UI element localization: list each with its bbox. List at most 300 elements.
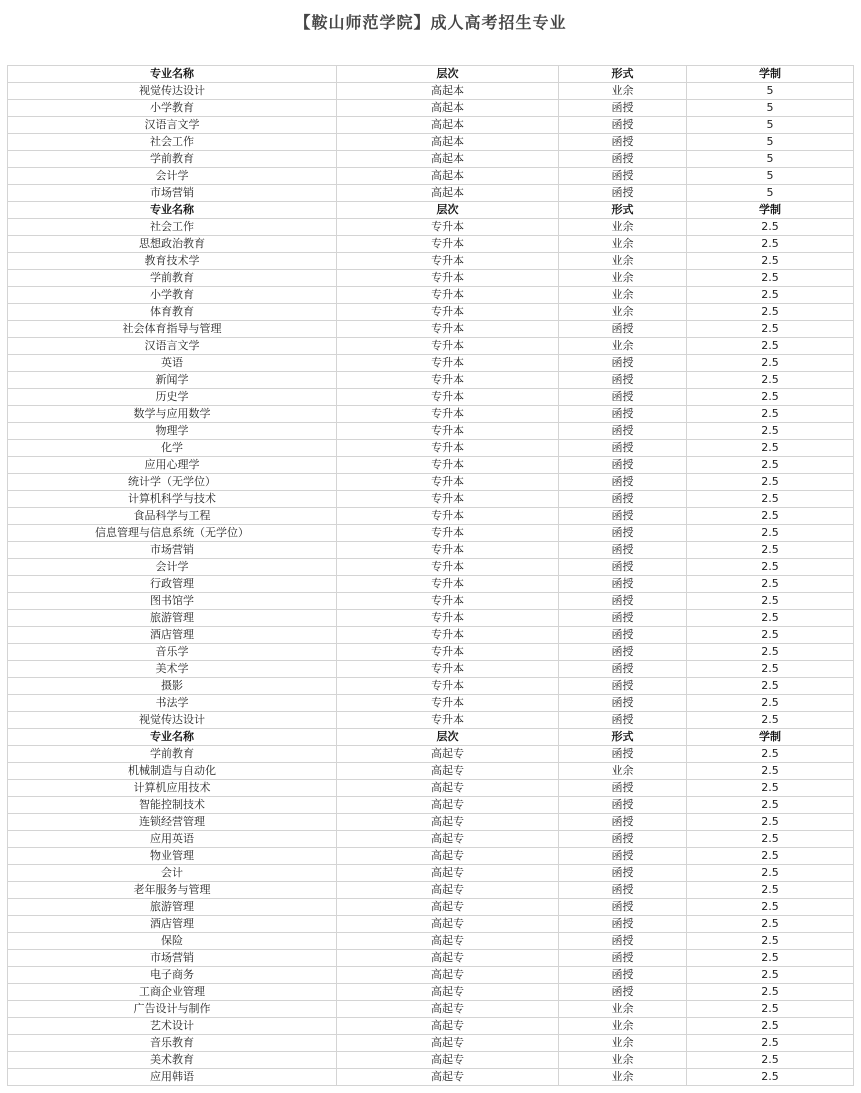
- study-mode-cell: 函授: [559, 321, 687, 338]
- level-cell: 专升本: [337, 508, 559, 525]
- table-row: [8, 219, 854, 236]
- duration-cell: 2.5: [687, 1001, 854, 1018]
- major-name-cell: 旅游管理: [8, 899, 337, 916]
- level-cell: 高起专: [337, 933, 559, 950]
- study-mode-cell: 函授: [559, 593, 687, 610]
- duration-cell: 2.5: [687, 389, 854, 406]
- major-name-cell: 书法学: [8, 695, 337, 712]
- duration-cell: 2.5: [687, 219, 854, 236]
- duration-cell: 2.5: [687, 610, 854, 627]
- duration-cell: 2.5: [687, 1035, 854, 1052]
- section-header-row: [8, 202, 854, 219]
- study-mode-cell: 函授: [559, 185, 687, 202]
- column-header-major-name: 专业名称: [8, 202, 337, 219]
- level-cell: 专升本: [337, 576, 559, 593]
- level-cell: 专升本: [337, 610, 559, 627]
- major-name-cell: 信息管理与信息系统（无学位）: [8, 525, 337, 542]
- major-name-cell: 机械制造与自动化: [8, 763, 337, 780]
- table-row: [8, 457, 854, 474]
- level-cell: 高起专: [337, 763, 559, 780]
- major-name-cell: 新闻学: [8, 372, 337, 389]
- duration-cell: 2.5: [687, 848, 854, 865]
- study-mode-cell: 函授: [559, 627, 687, 644]
- study-mode-cell: 函授: [559, 508, 687, 525]
- table-row: [8, 967, 854, 984]
- major-name-cell: 教育技术学: [8, 253, 337, 270]
- duration-cell: 2.5: [687, 695, 854, 712]
- duration-cell: 2.5: [687, 831, 854, 848]
- duration-cell: 2.5: [687, 304, 854, 321]
- study-mode-cell: 函授: [559, 933, 687, 950]
- major-name-cell: 汉语言文学: [8, 117, 337, 134]
- level-cell: 高起专: [337, 1035, 559, 1052]
- duration-cell: 2.5: [687, 406, 854, 423]
- level-cell: 高起专: [337, 831, 559, 848]
- level-cell: 高起本: [337, 83, 559, 100]
- table-row: [8, 831, 854, 848]
- major-name-cell: 连锁经营管理: [8, 814, 337, 831]
- level-cell: 高起本: [337, 185, 559, 202]
- duration-cell: 2.5: [687, 950, 854, 967]
- study-mode-cell: 函授: [559, 542, 687, 559]
- table-row: [8, 117, 854, 134]
- level-cell: 高起专: [337, 916, 559, 933]
- major-name-cell: 化学: [8, 440, 337, 457]
- table-row: [8, 83, 854, 100]
- level-cell: 高起本: [337, 117, 559, 134]
- table-row: [8, 984, 854, 1001]
- duration-cell: 2.5: [687, 984, 854, 1001]
- duration-cell: 2.5: [687, 338, 854, 355]
- level-cell: 专升本: [337, 321, 559, 338]
- duration-cell: 2.5: [687, 576, 854, 593]
- study-mode-cell: 业余: [559, 83, 687, 100]
- duration-cell: 2.5: [687, 287, 854, 304]
- table-row: [8, 848, 854, 865]
- study-mode-cell: 业余: [559, 270, 687, 287]
- level-cell: 专升本: [337, 423, 559, 440]
- level-cell: 高起专: [337, 746, 559, 763]
- duration-cell: 5: [687, 168, 854, 185]
- major-name-cell: 美术教育: [8, 1052, 337, 1069]
- major-name-cell: 会计学: [8, 559, 337, 576]
- level-cell: 高起专: [337, 780, 559, 797]
- major-name-cell: 市场营销: [8, 542, 337, 559]
- study-mode-cell: 业余: [559, 287, 687, 304]
- major-name-cell: 学前教育: [8, 270, 337, 287]
- duration-cell: 2.5: [687, 372, 854, 389]
- duration-cell: 2.5: [687, 559, 854, 576]
- study-mode-cell: 函授: [559, 423, 687, 440]
- study-mode-cell: 函授: [559, 661, 687, 678]
- level-cell: 专升本: [337, 440, 559, 457]
- table-row: [8, 627, 854, 644]
- level-cell: 专升本: [337, 236, 559, 253]
- table-row: [8, 576, 854, 593]
- study-mode-cell: 函授: [559, 916, 687, 933]
- table-row: [8, 270, 854, 287]
- duration-cell: 5: [687, 134, 854, 151]
- major-name-cell: 数学与应用数学: [8, 406, 337, 423]
- major-name-cell: 思想政治教育: [8, 236, 337, 253]
- level-cell: 专升本: [337, 593, 559, 610]
- study-mode-cell: 函授: [559, 746, 687, 763]
- table-row: [8, 406, 854, 423]
- table-row: [8, 712, 854, 729]
- table-row: [8, 916, 854, 933]
- duration-cell: 5: [687, 83, 854, 100]
- major-name-cell: 旅游管理: [8, 610, 337, 627]
- major-name-cell: 计算机科学与技术: [8, 491, 337, 508]
- major-name-cell: 社会工作: [8, 134, 337, 151]
- majors-table-body: [8, 66, 854, 1086]
- study-mode-cell: 函授: [559, 882, 687, 899]
- major-name-cell: 体育教育: [8, 304, 337, 321]
- table-row: [8, 423, 854, 440]
- major-name-cell: 老年服务与管理: [8, 882, 337, 899]
- level-cell: 专升本: [337, 372, 559, 389]
- level-cell: 专升本: [337, 712, 559, 729]
- study-mode-cell: 函授: [559, 491, 687, 508]
- study-mode-cell: 函授: [559, 695, 687, 712]
- major-name-cell: 食品科学与工程: [8, 508, 337, 525]
- major-name-cell: 应用心理学: [8, 457, 337, 474]
- major-name-cell: 学前教育: [8, 746, 337, 763]
- table-row: [8, 338, 854, 355]
- duration-cell: 2.5: [687, 967, 854, 984]
- table-row: [8, 304, 854, 321]
- major-name-cell: 物业管理: [8, 848, 337, 865]
- duration-cell: 2.5: [687, 508, 854, 525]
- level-cell: 专升本: [337, 559, 559, 576]
- table-row: [8, 814, 854, 831]
- duration-cell: 2.5: [687, 882, 854, 899]
- major-name-cell: 美术学: [8, 661, 337, 678]
- major-name-cell: 英语: [8, 355, 337, 372]
- section-header-row: [8, 66, 854, 83]
- duration-cell: 2.5: [687, 593, 854, 610]
- page-title: 【鞍山师范学院】成人高考招生专业: [294, 13, 567, 32]
- level-cell: 高起专: [337, 967, 559, 984]
- major-name-cell: 行政管理: [8, 576, 337, 593]
- level-cell: 高起专: [337, 814, 559, 831]
- table-row: [8, 287, 854, 304]
- major-name-cell: 物理学: [8, 423, 337, 440]
- duration-cell: 2.5: [687, 678, 854, 695]
- study-mode-cell: 业余: [559, 253, 687, 270]
- duration-cell: 5: [687, 185, 854, 202]
- study-mode-cell: 业余: [559, 304, 687, 321]
- study-mode-cell: 函授: [559, 389, 687, 406]
- duration-cell: 2.5: [687, 270, 854, 287]
- major-name-cell: 工商企业管理: [8, 984, 337, 1001]
- level-cell: 专升本: [337, 457, 559, 474]
- table-row: [8, 661, 854, 678]
- table-row: [8, 933, 854, 950]
- study-mode-cell: 业余: [559, 1001, 687, 1018]
- study-mode-cell: 函授: [559, 610, 687, 627]
- table-row: [8, 763, 854, 780]
- duration-cell: 2.5: [687, 491, 854, 508]
- level-cell: 高起专: [337, 1052, 559, 1069]
- table-row: [8, 168, 854, 185]
- level-cell: 高起专: [337, 865, 559, 882]
- table-row: [8, 899, 854, 916]
- level-cell: 高起本: [337, 151, 559, 168]
- duration-cell: 2.5: [687, 763, 854, 780]
- level-cell: 专升本: [337, 491, 559, 508]
- major-name-cell: 音乐教育: [8, 1035, 337, 1052]
- duration-cell: 2.5: [687, 355, 854, 372]
- table-row: [8, 491, 854, 508]
- table-row: [8, 508, 854, 525]
- study-mode-cell: 函授: [559, 797, 687, 814]
- table-row: [8, 389, 854, 406]
- table-row: [8, 780, 854, 797]
- study-mode-cell: 函授: [559, 117, 687, 134]
- major-name-cell: 统计学（无学位）: [8, 474, 337, 491]
- level-cell: 高起专: [337, 1069, 559, 1086]
- level-cell: 专升本: [337, 253, 559, 270]
- level-cell: 专升本: [337, 678, 559, 695]
- study-mode-cell: 函授: [559, 678, 687, 695]
- table-row: [8, 644, 854, 661]
- study-mode-cell: 函授: [559, 559, 687, 576]
- duration-cell: 2.5: [687, 916, 854, 933]
- major-name-cell: 音乐学: [8, 644, 337, 661]
- column-header-level: 层次: [337, 202, 559, 219]
- duration-cell: 2.5: [687, 542, 854, 559]
- study-mode-cell: 业余: [559, 338, 687, 355]
- duration-cell: 5: [687, 117, 854, 134]
- table-row: [8, 134, 854, 151]
- duration-cell: 2.5: [687, 236, 854, 253]
- section-header-row: [8, 729, 854, 746]
- duration-cell: 2.5: [687, 780, 854, 797]
- level-cell: 专升本: [337, 270, 559, 287]
- study-mode-cell: 函授: [559, 100, 687, 117]
- major-name-cell: 社会体育指导与管理: [8, 321, 337, 338]
- table-row: [8, 440, 854, 457]
- duration-cell: 2.5: [687, 797, 854, 814]
- column-header-study-mode: 形式: [559, 66, 687, 83]
- major-name-cell: 视觉传达设计: [8, 83, 337, 100]
- level-cell: 高起本: [337, 134, 559, 151]
- major-name-cell: 应用英语: [8, 831, 337, 848]
- level-cell: 专升本: [337, 644, 559, 661]
- study-mode-cell: 函授: [559, 457, 687, 474]
- table-row: [8, 559, 854, 576]
- level-cell: 专升本: [337, 355, 559, 372]
- table-row: [8, 236, 854, 253]
- major-name-cell: 历史学: [8, 389, 337, 406]
- column-header-duration: 学制: [687, 202, 854, 219]
- major-name-cell: 社会工作: [8, 219, 337, 236]
- major-name-cell: 酒店管理: [8, 627, 337, 644]
- duration-cell: 2.5: [687, 1018, 854, 1035]
- major-name-cell: 汉语言文学: [8, 338, 337, 355]
- study-mode-cell: 业余: [559, 1052, 687, 1069]
- level-cell: 专升本: [337, 474, 559, 491]
- major-name-cell: 计算机应用技术: [8, 780, 337, 797]
- level-cell: 高起专: [337, 848, 559, 865]
- major-name-cell: 艺术设计: [8, 1018, 337, 1035]
- duration-cell: 2.5: [687, 474, 854, 491]
- table-row: [8, 372, 854, 389]
- duration-cell: 2.5: [687, 865, 854, 882]
- major-name-cell: 应用韩语: [8, 1069, 337, 1086]
- level-cell: 专升本: [337, 219, 559, 236]
- duration-cell: 2.5: [687, 661, 854, 678]
- majors-table: [7, 65, 854, 1086]
- level-cell: 专升本: [337, 661, 559, 678]
- column-header-duration: 学制: [687, 66, 854, 83]
- table-row: [8, 1018, 854, 1035]
- table-row: [8, 865, 854, 882]
- major-name-cell: 摄影: [8, 678, 337, 695]
- duration-cell: 2.5: [687, 627, 854, 644]
- level-cell: 高起专: [337, 899, 559, 916]
- study-mode-cell: 函授: [559, 780, 687, 797]
- duration-cell: 2.5: [687, 899, 854, 916]
- table-row: [8, 474, 854, 491]
- duration-cell: 2.5: [687, 814, 854, 831]
- study-mode-cell: 函授: [559, 151, 687, 168]
- level-cell: 高起本: [337, 168, 559, 185]
- study-mode-cell: 业余: [559, 763, 687, 780]
- major-name-cell: 会计学: [8, 168, 337, 185]
- column-header-duration: 学制: [687, 729, 854, 746]
- level-cell: 专升本: [337, 389, 559, 406]
- table-row: [8, 525, 854, 542]
- table-row: [8, 610, 854, 627]
- level-cell: 高起专: [337, 984, 559, 1001]
- table-row: [8, 1052, 854, 1069]
- major-name-cell: 小学教育: [8, 100, 337, 117]
- table-row: [8, 1001, 854, 1018]
- level-cell: 高起专: [337, 1001, 559, 1018]
- duration-cell: 2.5: [687, 712, 854, 729]
- level-cell: 专升本: [337, 542, 559, 559]
- major-name-cell: 市场营销: [8, 950, 337, 967]
- duration-cell: 2.5: [687, 321, 854, 338]
- study-mode-cell: 函授: [559, 814, 687, 831]
- table-row: [8, 185, 854, 202]
- study-mode-cell: 函授: [559, 440, 687, 457]
- major-name-cell: 视觉传达设计: [8, 712, 337, 729]
- study-mode-cell: 函授: [559, 406, 687, 423]
- table-row: [8, 1035, 854, 1052]
- major-name-cell: 学前教育: [8, 151, 337, 168]
- table-row: [8, 151, 854, 168]
- major-name-cell: 图书馆学: [8, 593, 337, 610]
- major-name-cell: 智能控制技术: [8, 797, 337, 814]
- table-row: [8, 100, 854, 117]
- level-cell: 专升本: [337, 627, 559, 644]
- study-mode-cell: 函授: [559, 372, 687, 389]
- table-row: [8, 678, 854, 695]
- study-mode-cell: 业余: [559, 1035, 687, 1052]
- major-name-cell: 小学教育: [8, 287, 337, 304]
- level-cell: 高起专: [337, 882, 559, 899]
- table-row: [8, 355, 854, 372]
- study-mode-cell: 函授: [559, 525, 687, 542]
- level-cell: 专升本: [337, 338, 559, 355]
- level-cell: 专升本: [337, 304, 559, 321]
- level-cell: 专升本: [337, 287, 559, 304]
- duration-cell: 2.5: [687, 525, 854, 542]
- level-cell: 高起专: [337, 950, 559, 967]
- major-name-cell: 会计: [8, 865, 337, 882]
- table-row: [8, 253, 854, 270]
- level-cell: 高起专: [337, 797, 559, 814]
- study-mode-cell: 函授: [559, 865, 687, 882]
- duration-cell: 2.5: [687, 423, 854, 440]
- column-header-study-mode: 形式: [559, 202, 687, 219]
- column-header-study-mode: 形式: [559, 729, 687, 746]
- study-mode-cell: 函授: [559, 950, 687, 967]
- table-row: [8, 797, 854, 814]
- table-row: [8, 882, 854, 899]
- level-cell: 专升本: [337, 525, 559, 542]
- table-row: [8, 593, 854, 610]
- column-header-level: 层次: [337, 66, 559, 83]
- study-mode-cell: 业余: [559, 236, 687, 253]
- duration-cell: 2.5: [687, 457, 854, 474]
- study-mode-cell: 业余: [559, 1069, 687, 1086]
- major-name-cell: 市场营销: [8, 185, 337, 202]
- major-name-cell: 保险: [8, 933, 337, 950]
- study-mode-cell: 函授: [559, 355, 687, 372]
- study-mode-cell: 函授: [559, 899, 687, 916]
- study-mode-cell: 函授: [559, 967, 687, 984]
- level-cell: 专升本: [337, 406, 559, 423]
- table-row: [8, 950, 854, 967]
- major-name-cell: 广告设计与制作: [8, 1001, 337, 1018]
- table-row: [8, 321, 854, 338]
- duration-cell: 5: [687, 100, 854, 117]
- study-mode-cell: 函授: [559, 831, 687, 848]
- study-mode-cell: 函授: [559, 134, 687, 151]
- study-mode-cell: 函授: [559, 712, 687, 729]
- column-header-major-name: 专业名称: [8, 729, 337, 746]
- duration-cell: 2.5: [687, 1052, 854, 1069]
- level-cell: 高起专: [337, 1018, 559, 1035]
- study-mode-cell: 函授: [559, 474, 687, 491]
- major-name-cell: 电子商务: [8, 967, 337, 984]
- table-row: [8, 1069, 854, 1086]
- study-mode-cell: 函授: [559, 984, 687, 1001]
- study-mode-cell: 业余: [559, 219, 687, 236]
- duration-cell: 2.5: [687, 644, 854, 661]
- study-mode-cell: 函授: [559, 644, 687, 661]
- duration-cell: 5: [687, 151, 854, 168]
- table-row: [8, 695, 854, 712]
- study-mode-cell: 函授: [559, 848, 687, 865]
- duration-cell: 2.5: [687, 746, 854, 763]
- study-mode-cell: 业余: [559, 1018, 687, 1035]
- study-mode-cell: 函授: [559, 576, 687, 593]
- table-row: [8, 542, 854, 559]
- column-header-major-name: 专业名称: [8, 66, 337, 83]
- table-row: [8, 746, 854, 763]
- level-cell: 专升本: [337, 695, 559, 712]
- duration-cell: 2.5: [687, 933, 854, 950]
- duration-cell: 2.5: [687, 253, 854, 270]
- column-header-level: 层次: [337, 729, 559, 746]
- level-cell: 高起本: [337, 100, 559, 117]
- duration-cell: 2.5: [687, 1069, 854, 1086]
